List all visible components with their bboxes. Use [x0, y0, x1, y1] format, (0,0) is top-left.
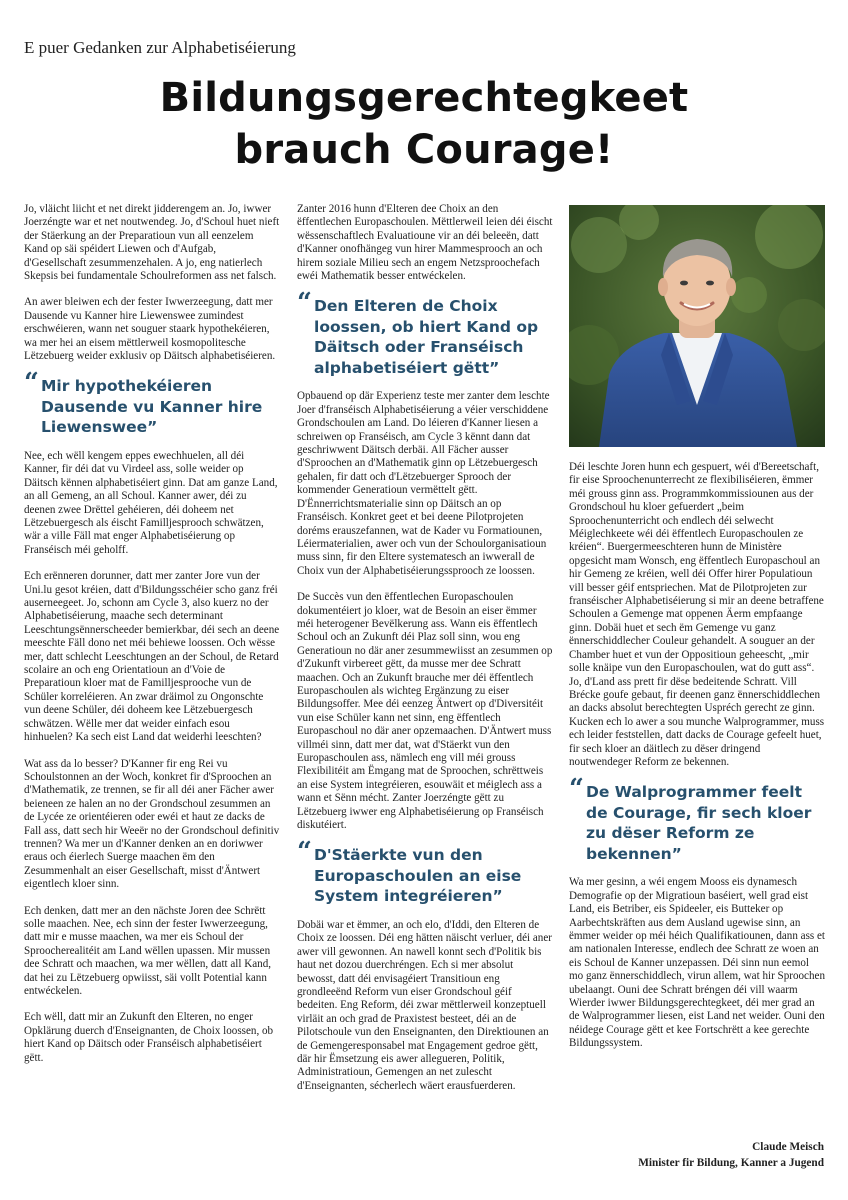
paragraph: An awer bleiwen ech der fester Iwwerzeegung, datt mer Dausende vu Kanner hire Liewenswee zumindest erschwéieren, wann net souguer staark hypothekéieren, wa mer hei an eisem mëttlerweil kosmopolitesche Lëtzebuerg weider exklusiv op Däitsch alphabetiséieren.	[24, 296, 276, 363]
headline-line-2: brauch Courage!	[234, 127, 614, 173]
quote-mark-icon: “	[297, 288, 312, 319]
pull-quote	[297, 837, 553, 907]
pull-quote-text: Den Elteren de Choix loossen, ob hiert Kand op Däitsch oder Franséisch alphabetiséiert gëtt”	[314, 297, 539, 377]
pull-quote	[297, 288, 553, 378]
quote-mark-icon: “	[24, 368, 39, 399]
kicker: E puer Gedanken zur Alphabetiséierung	[24, 38, 296, 57]
paragraph: Nee, ech wëll kengem eppes ewechhuelen, all déi Kanner, fir déi dat vu Virdeel ass, solle weider op Däitsch kënnen alphabetiséiert ginn. Dat am ganze Land, an all Gemeng, an all Schoul. Kanner awer, déi zu deenen zwee Drëttel gehéieren, déi doheem net Lëtzebuergesch als éischt Familljesprooch schwätzen, wär a ville Fäll mat enger Alphabetiséierung op Franséisch méi geholff.	[24, 449, 278, 556]
pull-quote-text: Mir hypothekéieren Dausende vu Kanner hire Liewenswee”	[41, 377, 263, 437]
paragraph: Déi leschte Joren hunn ech gespuert, wéi d'Bereetschaft, fir eise Sproochenunterrecht ze flexibiliséieren, ëmmer méi grouss ginn ass. Programmkommissiounen aus der Grondschoul hu kloer gefuerdert „beim Sproochenunterricht och endlech déi selwecht Méiglechkeete wéi déi ëffentlech Europaschoulen ze kréien“. Buergermeeschteren hunn de Ministère opgesicht mam Wonsch, eng ëffentlech Europaschoul an hir Gemeng ze kréien, well déi Offer hirer Populatioun vill besser géif entspriechen. Mat de Pilotprojeten zur franséischer Alphabetiséierung si mir an deene betraffene Schoulen a Gemenge mat oppenen Äerm empfaange ginn. Dobäi huet et sech ëm Gemenge vu ganz ënnerschiddlecher Couleur gehandelt. A souguer an der Chamber huet et vun der Oppositioun geheescht, „mir solle knäipe vun den Europaschoulen, wat do gutt ass“. Jo, d'Land ass prett fir dëse bedeitende Schratt. Vill Brécke goufe gebaut, fir deenen ganz ënnerschiddlechen an dacks absolut berechtegten Uspréch gerecht ze ginn. Kucken ech lo awer a sou munche Walprogrammer, muss ech leider feststellen, datt dacks de Courage gefeelt huet, fir sech kloer an däitlech zu dëser dringend noutwendeger Reform ze bekennen.	[569, 461, 825, 768]
paragraph: Ech wëll, datt mir an Zukunft den Elteren, no enger Opklärung duerch d'Enseignanten, de Choix loossen, ob hiert Kand op Däitsch oder Franséisch alphabetiséiert gëtt.	[24, 1011, 274, 1064]
paragraph: Ech denken, datt mer an den nächste Joren dee Schrëtt solle maachen. Nee, ech sinn der fester Iwwerzeegung, datt mir e musse maachen, wa mer eis Schoul der Sproocherealitéit am Land wëllen upassen. Mir mussen dee Schratt och maachen, wa mer wëllen, datt all Kand, dat hei zu Lëtzebuerg opwiisst, säi vollt Potential kann entwéckelen.	[24, 904, 272, 997]
quote-mark-icon: “	[297, 837, 312, 868]
paragraph: Zanter 2016 hunn d'Elteren dee Choix an den ëffentlechen Europaschoulen. Mëttlerweil leien déi éischt wëssenschaftlech Evaluatioune vir an déi beleeën, datt d'Kanner onofhängeg vun hirer Mammesprooch an och hirem soziale Milieu sech an engem Netzsproochefach ewéi Mathematik besser entwéckelen.	[297, 203, 553, 283]
pull-quote	[569, 774, 825, 864]
paragraph: Dobäi war et ëmmer, an och elo, d'Iddi, den Elteren de Choix ze loossen. Déi eng hätten näischt verluer, déi aner awer vill gewonnen. An nawell konnt sech d'Politik bis haut net dozou duerchréngen. Ech si mer absolut bewosst, datt déi envisagéiert Transitioun eng grondleeënd Reform vun eiser Grondschoul géif bedeiten. Eng Reform, déi zwar mëttlerweil konzeptuell virläit an och grad de Praxistest besteet, déi an de Pilotschoule vun den Enseignanten, den Direktiounen an de Gemengeresponsabel mat Engagement gedroe gëtt, där hir Ëmsetzung eis awer allegueren, Politik, Administratioun, Gemengen an net zulescht d'Enseignanten, sécherlech wäert erausfuerderen.	[297, 918, 552, 1092]
author-title: Minister fir Bildung, Kanner a Jugend	[638, 1157, 824, 1169]
paragraph: Wa mer gesinn, a wéi engem Mooss eis dynamesch Demografie op der Migratioun baséiert, well grad eist Land, eis Betriber, eis Spideeler, eis Butteker op Aarbechtskräften aus dem Ausland ugewise sinn, an ëmmer weider op méi héich Qualifikatiounen, dann ass et am nationalen Interesse, endlech dee Schratt ze woen an eis Schoul de Kanner unzepassen. Déi sinn nun eemol mo ganz ënnerschiddlech, virun allem, wat hir Sproochen ubelaangt. Ouni dee Schratt bréngen déi vill waarm Wierder iwwer Bildungsgerechtegkeet, déi mer grad an de Walprogrammer liesen, eist Land net weider. Ouni den néidege Courage gëtt et kee Fortschrëtt a kee gerechte Bildungssystem.	[569, 876, 826, 1050]
column-3	[569, 203, 825, 1064]
paragraph: Ech erënneren dorunner, datt mer zanter Jore vun der Uni.lu gesot kréien, datt d'Bildungsschéier scho ganz fréi auserneegeet. Jo, schonn am Cycle 3, also kuerz no der Alphabetiséierung, maache sech determinant Leeschtungsënnerscheeder bemierkbar, déi sech an deene meeschte Fäll dono net méi behiewe loossen. Och wësse mer, datt schlecht Leeschtungen an der Schoul, de Retard scolaire an och eng Orientatioun an d'Voie de Preparatioun kloer mat de Familljesprooche vun de Schüler korreléieren. An zwar dräimol zu Ongonschte vun deene Schüler, déi doheem kee Lëtzebuergesch schwätzen. Wëlle mer dat weider einfach esou hinhuelen? Ka sech eist Land dat weiderhi leeschten?	[24, 570, 280, 744]
author-name: Claude Meisch	[752, 1141, 824, 1153]
paragraph: Jo, vläicht liicht et net direkt jidderengem an. Jo, iwwer Joerzéngte war et net noutwendeg. Jo, d'Schoul huet nieft der Stäerkung an der Preparatioun vun all eenzelem Kand op säi spéidert Liewen och d'Aufgab, d'Gesellschaft zesummenzehalen. A jo, eng natierlech Skepsis bei fundamentale Schoulreformen ass net falsch.	[24, 203, 280, 283]
pull-quote-text: D'Stäerkte vun den Europaschoulen an eise System integréieren”	[314, 846, 522, 906]
paragraph: Opbauend op där Experienz teste mer zanter dem leschte Joer d'franséisch Alphabetiséierung a véier verschiddene Grondschoulen am Land. Do léieren d'Kanner liesen a schreiwen op Franséisch, am Cycle 3 kënnt dann dat geschriwwent Däitsch derbäi. All Fächer ausser d'Sproochen an d'Mathematik ginn op Lëtzebuergesch gehalen, fir datt och d'Lëtzebuerger Sprooch der kommender Generatioun vermëttelt gëtt. D'Ënnerrichtsmaterialie sinn op Däitsch an op Franséisch. Konkret geet et bei deene Pilotprojeten doréms erauszefannen, wat de Kader vu Formatiounen, Léiermaterialien, awer och vun der Schoulorganisatioun muss sinn, fir den Eltere systematesch an iwwerall de Choix vun der Alphabetiséierungssprooch ze loossen.	[297, 390, 550, 577]
column-2	[297, 203, 553, 1106]
headline-line-1: Bildungsgerechtegkeet	[159, 75, 689, 121]
headline	[0, 72, 848, 176]
paragraph: De Succès vun den ëffentlechen Europaschoulen dokumentéiert jo kloer, wat de Besoin an eiser ëmmer méi heterogener Bevëlkerung ass. Wann eis ëffentlech Schoul och an Zukunft déi Plaz soll sinn, wou eng Generatioun no där aner zesummewiisst an zesummen op d'Zukunft virbereet gëtt, da musse mer dee Schratt maachen. Och an Zukunft brauche mer déi ëffentlech Europaschoulen als wichteg Ergänzung zu eiser Bildungsoffer. Mee déi eenzeg Äntwert op d'Diversitéit vun eise Schüler kann net sinn, eng ëffentlech Europaschoul no där aner opzemaachen. D'Äntwert muss villméi sinn, datt mer dat, wat d'Stäerkt vun den Europaschoulen ass, nämlech eng vill méi grouss Flexibilitéit am Ëmgang mat de Sproochen, schrëttweis an eise System integréieren, esouwäit et méiglech ass a wann et Sënn mécht. Zanter Joerzéngte gëtt zu Lëtzebuerg iwwer eng Alphabetiséierung op Franséisch diskutéiert.	[297, 591, 553, 832]
paragraph: Wat ass da lo besser? D'Kanner fir eng Rei vu Schoulstonnen an der Woch, konkret fir d'Sproochen an d'Mathematik, ze trennen, se fir all déi aner Fächer awer beieneen ze halen an no der Grondschoul zesummen an de Lycée ze orientéieren oder ewéi et haut ze dacks de Fall ass, datt sech hir Weeër no der Grondschoul definitiv trennen? Wa mer un d'Kanner denken an en doriwwer eraus och éierlech Suerge maachen ëm den Zesummenhalt an eiser Gesellschaft, misst d'Äntwert eigentlech kloer sinn.	[24, 757, 280, 891]
quote-mark-icon: “	[569, 774, 584, 805]
pull-quote	[24, 368, 280, 438]
pull-quote-text: De Walprogrammer feelt de Courage, fir sech kloer zu dëser Reform ze bekennen”	[586, 783, 812, 863]
column-1	[24, 203, 280, 1078]
author-signature	[638, 1139, 824, 1171]
